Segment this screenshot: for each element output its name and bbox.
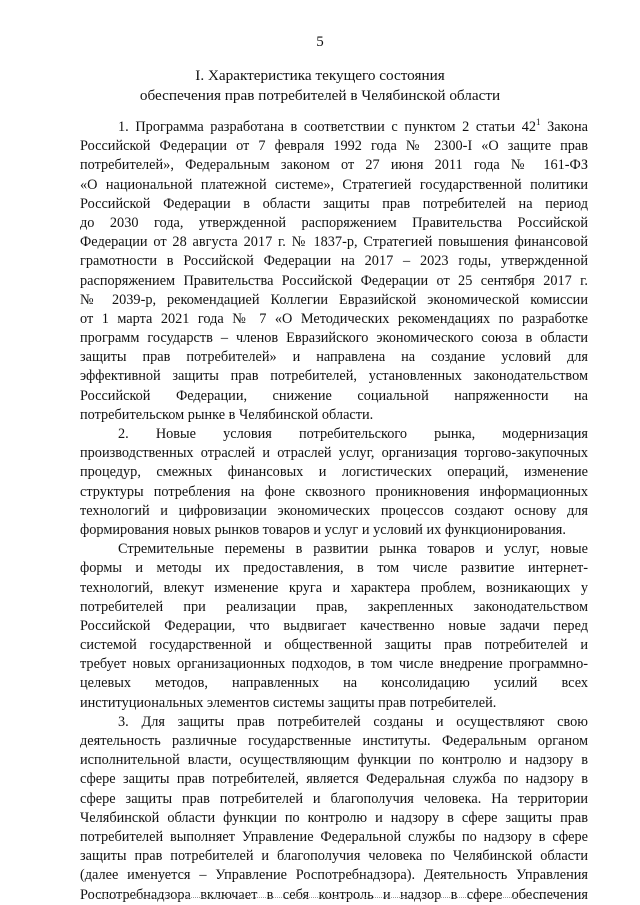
footnote-superscript: 1 <box>536 117 541 127</box>
text-line: защиты прав потребителей и благополучия человека по Челябинской области <box>80 848 588 865</box>
section-heading <box>80 66 560 106</box>
paragraph <box>80 540 588 713</box>
text-line: деятельность различные государственные институты. Федеральным органом <box>80 733 588 749</box>
section-heading-line: I. Характеристика текущего состояния <box>195 67 445 84</box>
text-line: требует новых организационных подходов, в том числе внедрение программно- <box>80 656 588 673</box>
text-line: производственных отраслей и отраслей услуг, организация торгово-закупочных <box>80 445 588 462</box>
paragraph <box>80 425 588 540</box>
text-line: Стремительные перемены в развитии рынка товаров и услуг, новые <box>118 541 588 558</box>
paragraph <box>80 118 588 425</box>
text-line: 1. Программа разработана в соответствии с пунктом 2 статьи $42^1$ Закона <box>118 117 588 135</box>
text-line: Челябинской области функции по контролю и надзору в сфере защиты прав <box>80 809 588 826</box>
text-line: от 1 марта 2021 года № 7 «О Методических рекомендациях по разработке <box>80 310 588 327</box>
text-line: Российской Федерации, что выдвигает качественно новые задачи перед <box>80 617 588 634</box>
text-line: формирования новых рынков товаров и услуг и условий их функционирования. <box>80 521 566 538</box>
text-line: формы и методы их предоставления, в том числе развитие интернет- <box>80 560 588 577</box>
text-line: системой государственной и общественной защиты прав потребителей и <box>80 637 588 654</box>
text-line: эффективной защиты прав потребителей, установленных законодательством <box>80 368 588 385</box>
scan-edge-rule <box>96 897 556 898</box>
text-line: защиты прав потребителей» и направлена на создание условий для <box>80 349 588 366</box>
text-line: распоряжением Правительства Российской Федерации от 25 сентября 2017 г. <box>80 272 588 289</box>
text-line: потребителей», Федеральным законом от 27 июня 2011 года № 161-ФЗ <box>80 157 588 174</box>
text-line: технологий, влекут изменение круга и характера проблем, возникающих у <box>80 579 588 596</box>
text-line: Роспотребнадзора включает в себя контроль и надзор в сфере обеспечения <box>80 886 588 903</box>
text-line: процедур, смежных финансовых и логистических операций, изменение <box>80 464 588 481</box>
section-heading-line: обеспечения прав потребителей в Челябинской области <box>139 87 501 104</box>
text-line: исполнительной власти, осуществляющим функции по контролю и надзору в <box>80 752 588 769</box>
text-line: целевых методов, направленных на консолидацию усилий всех <box>80 675 588 692</box>
text-line: 3. Для защиты прав потребителей созданы и осуществляют свою <box>118 713 588 730</box>
text-line: технологий и цифровизации экономических процессов создают основу для <box>80 502 588 519</box>
text-line: потребителей при реализации прав, закрепленных законодательством <box>80 598 588 615</box>
text-line: программ государств – членов Евразийского экономического союза в области <box>80 330 588 347</box>
text-line: Федерации от 28 августа 2017 г. № 1837-р, Стратегией повышения финансовой <box>80 234 588 251</box>
text-line: сфере защиты прав потребителей и благополучия человека. На территории <box>80 790 588 807</box>
text-line: потребителей выполняет Управление Федеральной службы по надзору в сфере <box>80 828 588 845</box>
text-line: Российской Федерации в области защиты прав потребителей на период <box>80 195 588 212</box>
text-line: до 2030 года, утвержденной распоряжением Правительства Российской <box>80 214 588 231</box>
text-line: институциональных элементов системы защиты прав потребителей. <box>80 694 497 711</box>
text-line: Российской Федерации от 7 февраля 1992 года № 2300-I «О защите прав <box>80 138 588 155</box>
text-line: 2. Новые условия потребительского рынка, модернизация <box>118 426 588 442</box>
text-line: (далее именуется – Управление Роспотребнадзора). Деятельность Управления <box>80 867 588 884</box>
text-line: «О национальной платежной системе», Стратегией государственной политики <box>80 176 588 193</box>
page-number: 5 <box>316 34 324 50</box>
text-line: Российской Федерации, снижение социальной напряженности на <box>80 387 588 404</box>
text-line: сфере защиты прав потребителей, является Федеральная служба по надзору в <box>80 771 588 788</box>
text-line: № 2039-р, рекомендацией Коллегии Евразийской экономической комиссии <box>80 291 588 308</box>
text-line: структуры потребления на фоне сквозного проникновения информационных <box>80 483 588 500</box>
body-text <box>80 118 588 905</box>
text-line: грамотности в Российской Федерации на 2017 – 2023 годы, утвержденной <box>80 253 588 270</box>
text-line: потребительском рынке в Челябинской области. <box>80 406 374 423</box>
paragraph <box>80 713 588 905</box>
